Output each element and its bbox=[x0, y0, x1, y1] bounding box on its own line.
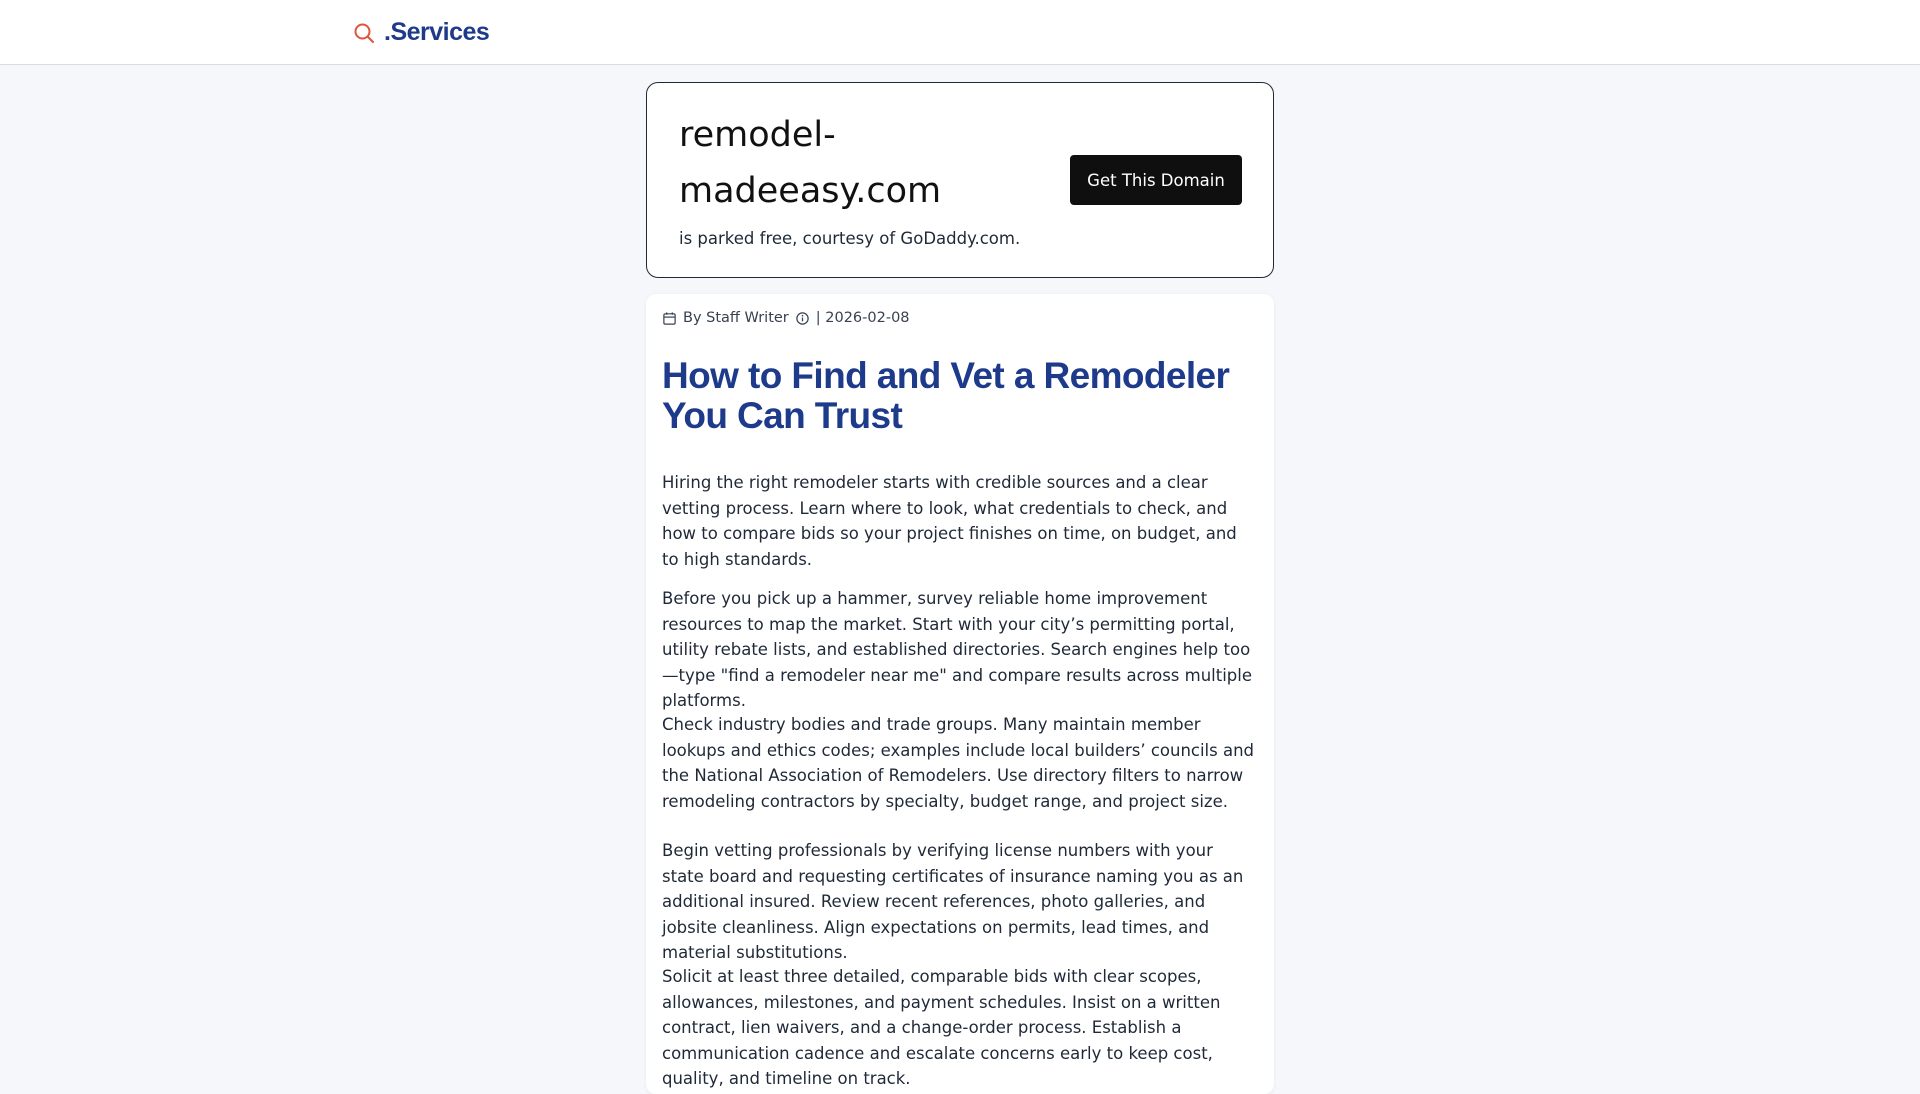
domain-card bbox=[646, 82, 1274, 278]
get-this-domain-button[interactable]: Get This Domain bbox=[1070, 155, 1242, 205]
article-card bbox=[646, 294, 1274, 1094]
article-meta bbox=[662, 310, 910, 326]
domain-subtitle: is parked free, courtesy of GoDaddy.com. bbox=[679, 229, 1021, 248]
top-navbar bbox=[0, 0, 1920, 65]
article-author: By Staff Writer bbox=[683, 310, 789, 326]
article-paragraph: Begin vetting professionals by verifying license numbers with your state board and requesting certificates of insurance naming you as an additional insured. Review recent references, photo galleries, and jobsite cleanliness. Align expectations on permits, lead times, and material substitutions. bbox=[662, 841, 1244, 963]
article-title: How to Find and Vet a Remodeler You Can Trust bbox=[662, 355, 1230, 436]
search-icon bbox=[352, 21, 376, 45]
article-paragraph: Solicit at least three detailed, comparable bids with clear scopes, allowances, milestones, and payment schedules. Insist on a written contract, lien waivers, and a change-order process. Establish a communication cadence and escalate concerns early to keep cost, quality, and timeline on track. bbox=[662, 967, 1221, 1089]
article-paragraph: Before you pick up a hammer, survey reliable home improvement resources to map the market. Start with your city’s permitting portal, utility rebate lists, and established directories. Search engines help too—type "find a remodeler near me" and compare results across multiple platforms. bbox=[662, 589, 1253, 711]
calendar-icon bbox=[662, 311, 677, 326]
article-paragraph: Check industry bodies and trade groups. Many maintain member lookups and ethics codes; examples include local builders’ councils and the National Association of Remodelers. Use directory filters to narrow remodeling contractors by specialty, budget range, and project size. bbox=[662, 715, 1255, 811]
article-date: | 2026-02-08 bbox=[815, 310, 910, 326]
info-icon[interactable] bbox=[795, 311, 810, 326]
article-intro: Hiring the right remodeler starts with credible sources and a clear vetting process. Learn where to look, what credentials to check, and how to compare bids so your project finishes on time, on budget, and to high standards. bbox=[662, 473, 1237, 569]
domain-name: remodel-madeeasy.com bbox=[679, 115, 942, 211]
brand-logo[interactable] bbox=[352, 18, 489, 47]
brand-name: .Services bbox=[384, 18, 490, 46]
